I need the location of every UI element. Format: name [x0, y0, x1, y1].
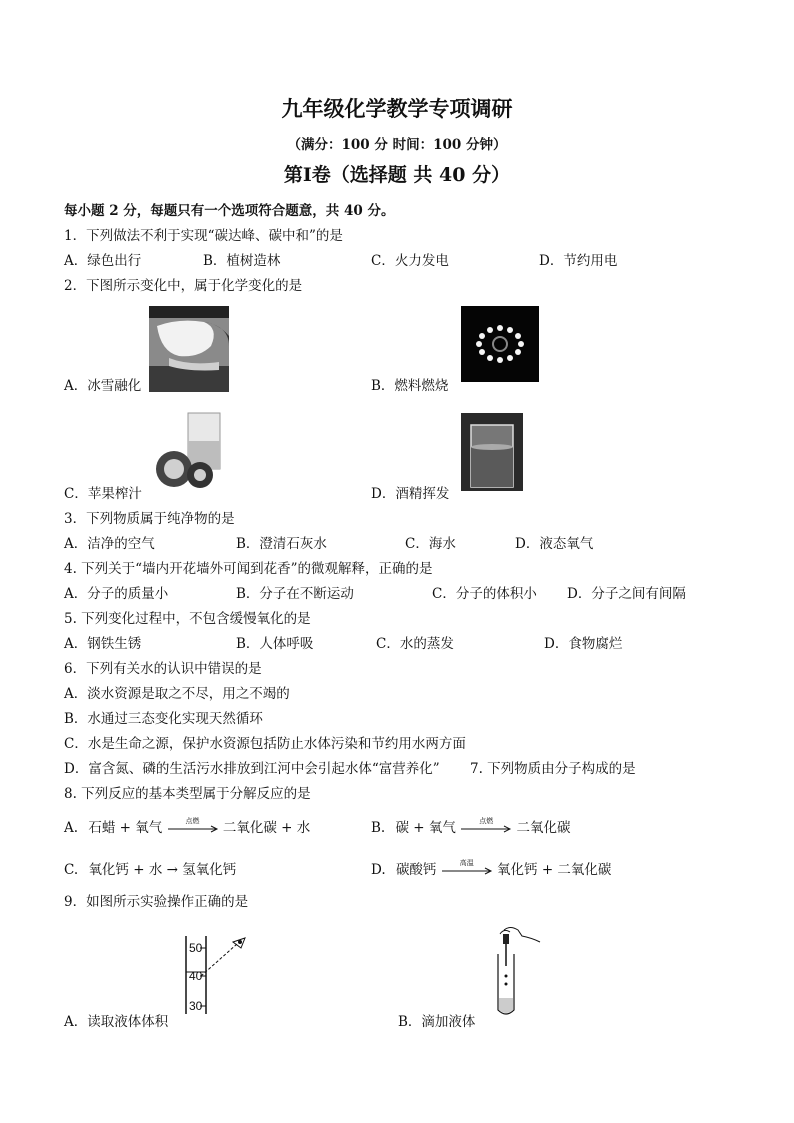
- q5-option-c[interactable]: C．水的蒸发: [376, 636, 454, 652]
- q3-option-c[interactable]: C．海水: [405, 536, 456, 552]
- q8-d-arrow: [441, 858, 493, 878]
- q3-option-a[interactable]: A．洁净的空气: [64, 536, 155, 552]
- q8-option-c[interactable]: [64, 858, 236, 878]
- q4-option-d[interactable]: D．分子之间有间隔: [567, 586, 686, 602]
- q8-b-products: 二氧化碳: [516, 820, 571, 836]
- burning-fuel-photo: [461, 306, 539, 382]
- q5-stem: 5. 下列变化过程中，不包含缓慢氧化的是: [64, 611, 311, 627]
- exam-info: （满分：100 分 时间：100 分钟）: [287, 137, 507, 153]
- q5-option-d[interactable]: D．食物腐烂: [544, 636, 623, 652]
- dropper-test-tube-figure: [488, 926, 544, 1018]
- q8-c-equation: 氧化钙 + 水 → 氢氧化钙: [88, 862, 237, 878]
- q8-b-reactants: 碳 + 氧气: [395, 820, 456, 836]
- cylinder-tick-50: 50: [189, 941, 203, 955]
- q8-a-condition: 点燃: [185, 816, 200, 825]
- q4-stem: 4. 下列关于“墙内开花墙外可闻到花香”的微观解释，正确的是: [64, 561, 433, 577]
- q4-option-c[interactable]: C．分子的体积小: [432, 586, 537, 602]
- apple-juice-photo: [152, 411, 230, 491]
- q8-d-products: 氧化钙 + 二氧化碳: [497, 862, 612, 878]
- q2-option-c[interactable]: C．苹果榨汁: [64, 486, 142, 502]
- q7-stem: 7. 下列物质由分子构成的是: [470, 761, 636, 777]
- q1-stem: 1．下列做法不利于实现“碳达峰、碳中和”的是: [64, 228, 343, 244]
- q6-option-a[interactable]: A．淡水资源是取之不尽，用之不竭的: [64, 686, 290, 702]
- graduated-cylinder-figure: [183, 934, 263, 1016]
- q8-b-condition: 点燃: [479, 816, 494, 825]
- alcohol-evaporation-photo: [461, 413, 523, 491]
- q1-option-d[interactable]: D．节约用电: [539, 253, 618, 269]
- q8-stem: 8. 下列反应的基本类型属于分解反应的是: [64, 786, 311, 802]
- q8-d-label: D.: [371, 862, 386, 878]
- q9-option-b[interactable]: B．滴加液体: [398, 1014, 476, 1030]
- q1-option-b[interactable]: B．植树造林: [203, 253, 281, 269]
- q6-option-c[interactable]: C．水是生命之源，保护水资源包括防止水体污染和节约用水两方面: [64, 736, 466, 752]
- q8-b-label: B.: [371, 820, 386, 836]
- q6-option-b[interactable]: B．水通过三态变化实现天然循环: [64, 711, 263, 727]
- q9-option-a[interactable]: A．读取液体体积: [64, 1014, 169, 1030]
- section-heading: 第Ⅰ卷（选择题 共 40 分）: [283, 164, 511, 186]
- q8-option-b[interactable]: [371, 816, 571, 836]
- q3-stem: 3．下列物质属于纯净物的是: [64, 511, 235, 527]
- q2-option-d[interactable]: D．酒精挥发: [371, 486, 450, 502]
- ice-melting-photo: [149, 306, 229, 392]
- q8-option-d[interactable]: [371, 858, 611, 878]
- page-title: 九年级化学教学专项调研: [281, 96, 513, 121]
- cylinder-tick-30: 30: [189, 999, 203, 1013]
- q3-option-d[interactable]: D．液态氧气: [515, 536, 594, 552]
- q2-stem: 2．下图所示变化中，属于化学变化的是: [64, 278, 303, 294]
- q6-option-d[interactable]: D．富含氮、磷的生活污水排放到江河中会引起水体“富营养化”: [64, 761, 440, 777]
- q5-option-a[interactable]: A．钢铁生锈: [64, 636, 142, 652]
- q8-a-arrow: [167, 816, 219, 836]
- q3-option-b[interactable]: B．澄清石灰水: [236, 536, 327, 552]
- q8-c-label: C.: [64, 862, 79, 878]
- q4-option-a[interactable]: A．分子的质量小: [64, 586, 169, 602]
- q8-a-products: 二氧化碳 + 水: [222, 820, 311, 836]
- q8-option-a[interactable]: [64, 816, 310, 836]
- q8-b-arrow: [460, 816, 512, 836]
- q8-a-reactants: 石蜡 + 氧气: [88, 820, 163, 836]
- cylinder-tick-40: 40: [189, 969, 203, 983]
- q1-option-a[interactable]: A．绿色出行: [64, 253, 142, 269]
- q9-stem: 9．如图所示实验操作正确的是: [64, 894, 249, 910]
- q1-option-c[interactable]: C．火力发电: [371, 253, 449, 269]
- q5-option-b[interactable]: B．人体呼吸: [236, 636, 314, 652]
- q2-option-b[interactable]: B．燃料燃烧: [371, 378, 449, 394]
- q8-d-condition: 高温: [459, 858, 474, 867]
- q4-option-b[interactable]: B．分子在不断运动: [236, 586, 354, 602]
- q8-a-label: A.: [64, 820, 79, 836]
- instruction: 每小题 2 分，每题只有一个选项符合题意，共 40 分。: [64, 203, 395, 219]
- q8-d-reactants: 碳酸钙: [395, 862, 437, 878]
- q6-stem: 6．下列有关水的认识中错误的是: [64, 661, 262, 677]
- q2-option-a[interactable]: A．冰雪融化: [64, 378, 142, 394]
